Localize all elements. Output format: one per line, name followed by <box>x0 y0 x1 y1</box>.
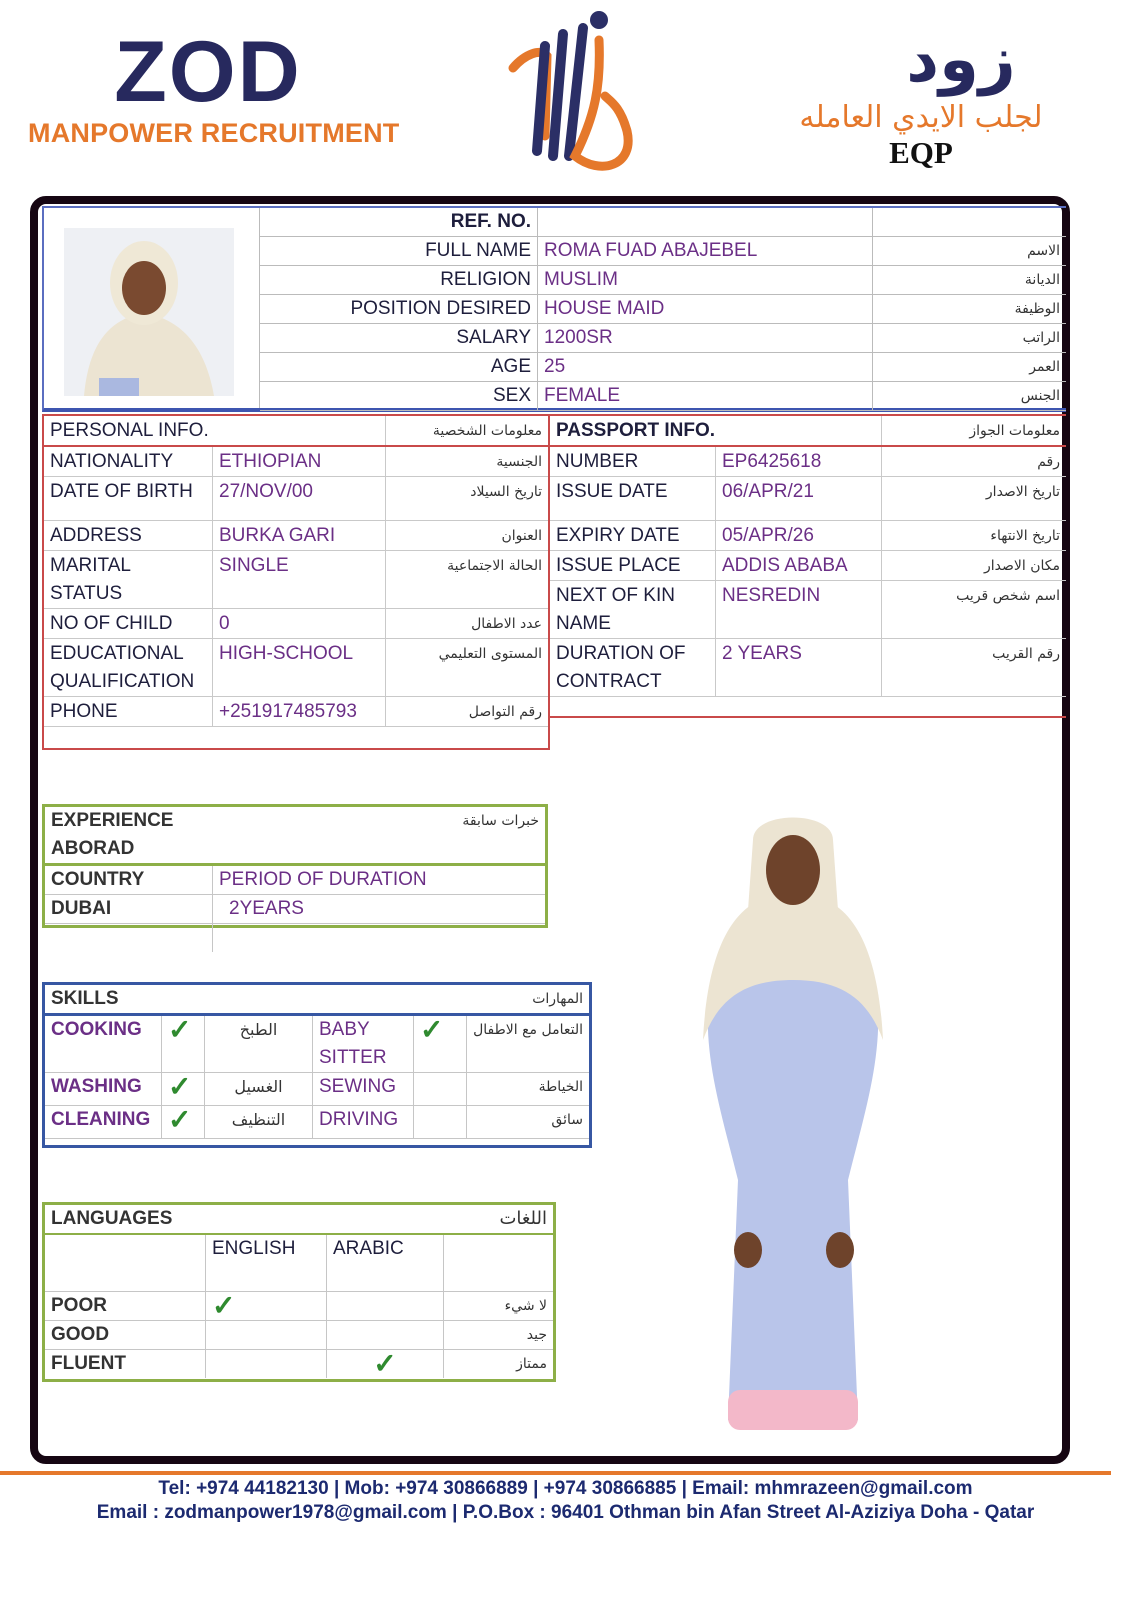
personal-label: NO OF CHILD <box>44 609 213 639</box>
passport-row <box>550 551 1066 581</box>
personal-label-ar: عدد الاطفال <box>386 609 549 639</box>
skill-label: CLEANING <box>45 1106 162 1139</box>
profile-label-ar: الاسم <box>873 237 1067 266</box>
passport-value: ADDIS ABABA <box>716 551 882 581</box>
profile-photo-cell <box>44 208 260 408</box>
skill-check-icon: ✓ <box>162 1073 205 1106</box>
languages-title: LANGUAGES <box>45 1205 444 1234</box>
passport-label: NUMBER <box>550 446 716 477</box>
skill-check-icon: ✓ <box>162 1015 205 1073</box>
footer-contact-line-2: Email : zodmanpower1978@gmail.com | P.O.Box : 96401 Othman bin Afan Street Al-Aziziya Doha - Qatar <box>96 1502 1035 1523</box>
languages-title-ar: اللغات <box>444 1205 554 1234</box>
language-level-ar: ممتاز <box>516 1356 547 1372</box>
passport-value: EP6425618 <box>716 446 882 477</box>
personal-value: HIGH-SCHOOL <box>213 639 386 697</box>
language-level: POOR <box>45 1292 206 1321</box>
skill-check-icon: ✓ <box>162 1106 205 1139</box>
passport-label-ar: تاريخ الانتهاء <box>882 521 1067 551</box>
brand-subtitle-arabic: لجلب الايدي العامله <box>799 100 1043 135</box>
profile-label: REF. NO. <box>260 208 538 237</box>
profile-row <box>260 266 1066 295</box>
passport-value: 05/APR/26 <box>716 521 882 551</box>
passport-row <box>550 639 1066 697</box>
language-row <box>45 1350 553 1379</box>
skill-label-ar: التعامل مع الاطفال <box>467 1015 590 1073</box>
brand-name: ZOD <box>114 24 302 120</box>
profile-label-ar: الجنس <box>873 382 1067 411</box>
passport-label: EXPIRY DATE <box>550 521 716 551</box>
passport-label: ISSUE PLACE <box>550 551 716 581</box>
language-check-icon: ✓ <box>327 1350 444 1379</box>
passport-label-ar: اسم شخص قريب <box>882 581 1067 639</box>
passport-label: ISSUE DATE <box>550 477 716 521</box>
personal-label-ar: المستوى التعليمي <box>386 639 549 697</box>
profile-value: HOUSE MAID <box>538 295 873 324</box>
experience-empty-cell <box>45 924 213 953</box>
personal-label-ar: الحالة الاجتماعية <box>386 551 549 609</box>
brand-emblem <box>505 6 645 181</box>
profile-photo <box>44 208 260 408</box>
skills-title-ar: المهارات <box>313 985 590 1015</box>
experience-table <box>45 807 545 952</box>
language-check-icon <box>206 1321 327 1350</box>
profile-label: RELIGION <box>260 266 538 295</box>
passport-row <box>550 477 1066 521</box>
skill-label-ar: التنظيف <box>205 1106 313 1139</box>
profile-label: FULL NAME <box>260 237 538 266</box>
personal-row <box>44 446 548 477</box>
passport-info-title: PASSPORT INFO. <box>550 416 882 446</box>
personal-label-ar: الجنسية <box>386 446 549 477</box>
brand-logo-left <box>28 26 408 149</box>
passport-label-ar: رقم القريب <box>882 639 1067 697</box>
brand-logo-right <box>756 20 1086 171</box>
passport-row <box>550 581 1066 639</box>
passport-label-ar: رقم <box>882 446 1067 477</box>
profile-label: AGE <box>260 353 538 382</box>
passport-label-ar: مكان الاصدار <box>882 551 1067 581</box>
personal-info-title: PERSONAL INFO. <box>44 416 386 446</box>
personal-label-ar: العنوان <box>386 521 549 551</box>
experience-title: EXPERIENCE ABORAD <box>45 807 213 865</box>
personal-label: MARITAL STATUS <box>44 551 213 609</box>
languages-empty-cell <box>444 1234 554 1292</box>
personal-row <box>44 609 548 639</box>
skill-check-icon <box>414 1073 467 1106</box>
profile-label-ar: الديانة <box>873 266 1067 295</box>
brand-name-arabic: زود <box>906 23 1016 97</box>
personal-info-table <box>44 416 548 727</box>
skill-label: SEWING <box>313 1073 414 1106</box>
personal-value: 27/NOV/00 <box>213 477 386 521</box>
passport-row <box>550 521 1066 551</box>
personal-label: PHONE <box>44 697 213 727</box>
skill-label-ar: الغسيل <box>205 1073 313 1106</box>
profile-table <box>260 208 1066 411</box>
language-level-ar: لا شيء <box>444 1292 554 1321</box>
skill-label-ar: سائق <box>467 1106 590 1139</box>
passport-info-title-ar: معلومات الجواز <box>882 416 1067 446</box>
skills-title: SKILLS <box>45 985 313 1015</box>
profile-row <box>260 208 1066 237</box>
brand-code: EQP <box>889 135 953 170</box>
skill-label-ar: الخياطة <box>467 1073 590 1106</box>
passport-value: 2 YEARS <box>716 639 882 697</box>
passport-label: DURATION OF CONTRACT <box>550 639 716 697</box>
personal-value: ETHIOPIAN <box>213 446 386 477</box>
passport-row <box>550 446 1066 477</box>
language-level: FLUENT <box>45 1350 206 1379</box>
personal-row <box>44 477 548 521</box>
profile-label: POSITION DESIRED <box>260 295 538 324</box>
full-body-photo <box>668 800 918 1450</box>
profile-label: SALARY <box>260 324 538 353</box>
profile-row <box>260 237 1066 266</box>
emblem-icon <box>505 6 645 181</box>
personal-label-ar: رقم التواصل <box>386 697 549 727</box>
personal-value: SINGLE <box>213 551 386 609</box>
profile-row <box>260 324 1066 353</box>
profile-value: FEMALE <box>538 382 873 411</box>
personal-label: NATIONALITY <box>44 446 213 477</box>
footer-divider <box>0 1471 1111 1475</box>
skill-row <box>45 1073 589 1106</box>
languages-corner-cell <box>45 1234 206 1292</box>
languages-col-arabic: ARABIC <box>327 1234 444 1292</box>
experience-period: 2YEARS <box>213 895 546 924</box>
experience-col-country: COUNTRY <box>45 865 213 895</box>
personal-label: EDUCATIONAL QUALIFICATION <box>44 639 213 697</box>
profile-value: MUSLIM <box>538 266 873 295</box>
language-check-icon <box>327 1321 444 1350</box>
profile-row <box>260 382 1066 411</box>
full-body-photo-image <box>668 800 918 1450</box>
skill-check-icon <box>414 1106 467 1139</box>
passport-value: 06/APR/21 <box>716 477 882 521</box>
profile-value: 25 <box>538 353 873 382</box>
personal-label-ar: تاريخ السيلاد <box>386 477 549 521</box>
personal-row <box>44 697 548 727</box>
personal-value: +251917485793 <box>213 697 386 727</box>
profile-label-ar: الراتب <box>873 324 1067 353</box>
profile-label: SEX <box>260 382 538 411</box>
personal-label: DATE OF BIRTH <box>44 477 213 521</box>
language-check-icon <box>206 1350 327 1379</box>
languages-col-english: ENGLISH <box>206 1234 327 1292</box>
personal-row <box>44 521 548 551</box>
profile-value <box>538 208 873 237</box>
passport-label: NEXT OF KIN NAME <box>550 581 716 639</box>
language-row <box>45 1321 553 1350</box>
skill-label-ar: الطبخ <box>205 1015 313 1073</box>
skill-row <box>45 1015 589 1073</box>
personal-row <box>44 639 548 697</box>
experience-country: DUBAI <box>45 895 213 924</box>
personal-info-title-ar: معلومات الشخصية <box>386 416 549 446</box>
skill-row <box>45 1106 589 1139</box>
experience-empty-cell <box>213 924 546 953</box>
personal-value: BURKA GARI <box>213 521 386 551</box>
profile-row <box>260 295 1066 324</box>
language-level: GOOD <box>45 1321 206 1350</box>
skill-label: BABY SITTER <box>313 1015 414 1073</box>
profile-label-ar <box>873 208 1067 237</box>
profile-label-ar: الوظيفة <box>873 295 1067 324</box>
language-check-icon <box>327 1292 444 1321</box>
passport-label-ar: تاريخ الاصدار <box>882 477 1067 521</box>
languages-table <box>45 1205 553 1378</box>
passport-info-table <box>550 416 1066 697</box>
personal-label: ADDRESS <box>44 521 213 551</box>
experience-title-ar: خبرات سابقة <box>213 807 546 865</box>
profile-value: 1200SR <box>538 324 873 353</box>
language-check-icon: ✓ <box>206 1292 327 1321</box>
profile-row <box>260 353 1066 382</box>
passport-value: NESREDIN <box>716 581 882 639</box>
skill-label: WASHING <box>45 1073 162 1106</box>
skills-table <box>45 985 589 1139</box>
profile-value: ROMA FUAD ABAJEBEL <box>538 237 873 266</box>
footer-contact-line-1: Tel: +974 44182130 | Mob: +974 30866889 | +974 30866885 | Email: mhmrazeen@gmail.com <box>158 1478 973 1499</box>
skill-check-icon: ✓ <box>414 1015 467 1073</box>
personal-row <box>44 551 548 609</box>
skill-label: DRIVING <box>313 1106 414 1139</box>
brand-subtitle: MANPOWER RECRUITMENT <box>28 118 400 148</box>
profile-label-ar: العمر <box>873 353 1067 382</box>
skill-label: COOKING <box>45 1015 162 1073</box>
personal-value: 0 <box>213 609 386 639</box>
experience-col-period: PERIOD OF DURATION <box>213 865 546 895</box>
language-row <box>45 1292 553 1321</box>
language-level-ar: جيد <box>444 1321 554 1350</box>
